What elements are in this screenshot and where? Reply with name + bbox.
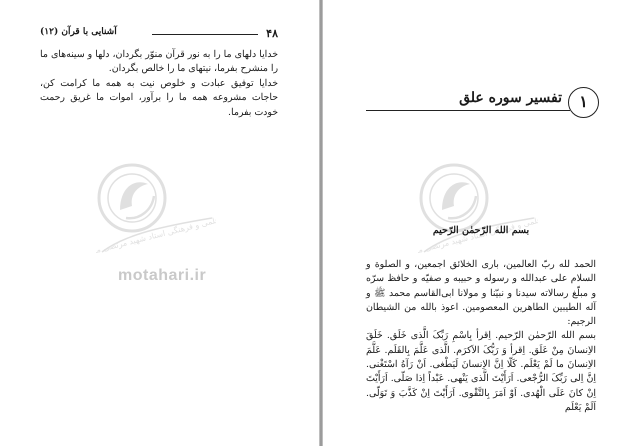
book-gutter — [319, 0, 323, 446]
header-rule — [152, 34, 258, 35]
watermark-site-url: motahari.ir — [118, 267, 207, 284]
page-number: ۴۸ — [266, 27, 278, 40]
motahari-logo-icon — [96, 148, 216, 263]
watermark-caption: علمی و فرهنگی استاد شهید مرتضی مطهری — [96, 215, 216, 260]
left-paragraph: خدایا دلهای ما را به نور قرآن منوّر بگردان، دلها و سینه‌های ما را منشرح بفرما، نیتهای ما را خالص بگردان. — [40, 49, 278, 75]
watermark-logo-left — [96, 148, 216, 267]
left-paragraph: خدایا توفیق عبادت و خلوص نیت به همه ما کرامت کن، حاجات مشروعه همه ما را برآور، اموات ما غریق رحمت خودت بفرما. — [40, 77, 278, 118]
right-paragraph: الحمد لله ربّ العالمین، باری الخلائق اجمعین، و الصلوة و السلام علی عبدالله و رسوله و حبیبه و صفیّه و حافظ سرّه و مبلّغ رسالاته سیدنا و نبیّنا و مولانا ابی‌القاسم محمد ﷺ و آله الطیبین الطاهرین المعصومین. اعوذ بالله من الشیطان الرجیم: — [366, 259, 596, 328]
left-page-header — [40, 27, 278, 41]
chapter-number-badge: ۱ — [568, 87, 599, 118]
chapter-title-rule — [366, 110, 570, 111]
watermark-logo-right — [418, 148, 538, 267]
left-page-body — [40, 48, 278, 120]
chapter-title: تفسیر سوره علق — [459, 90, 562, 106]
right-page-body — [366, 258, 596, 415]
watermark-caption: علمی و فرهنگی استاد شهید مرتضی مطهری — [418, 215, 538, 260]
motahari-logo-icon — [418, 148, 538, 263]
basmala: بسم الله الرّحمٰن الرّحیم — [432, 225, 530, 236]
right-paragraph: بسم الله الرّحمٰن الرّحیم. اِقرأ بِاسْمِ رَبِّکَ الَّذی خَلَق. خَلَقَ الاِنسانَ مِنْ عَلَق. اِقرأ وَ رَبُّکَ الاَکرَم. الَّذی عَلَّمَ بِالقَلَم. عَلَّمَ الاِنسانَ ما لَمْ یَعْلَم. کَلّا اِنَّ الاِنسانَ لَیَطْغی. اَنْ رَآهُ اسْتَغْنی. اِنَّ اِلی رَبِّکَ الرُّجْعی. اَرَأَیْتَ الَّذی یَنْهی. عَبْداً اِذا صَلّی. اَرَأَیْتَ اِنْ کانَ عَلَی الْهُدی. اَوْ اَمَرَ بِالتَّقْوی. اَرَأَیْتَ اِنْ کَذَّبَ وَ تَوَلّی. اَلَمْ یَعْلَم — [366, 330, 596, 413]
running-title: آشنایی با قرآن (۱۲) — [40, 27, 117, 37]
